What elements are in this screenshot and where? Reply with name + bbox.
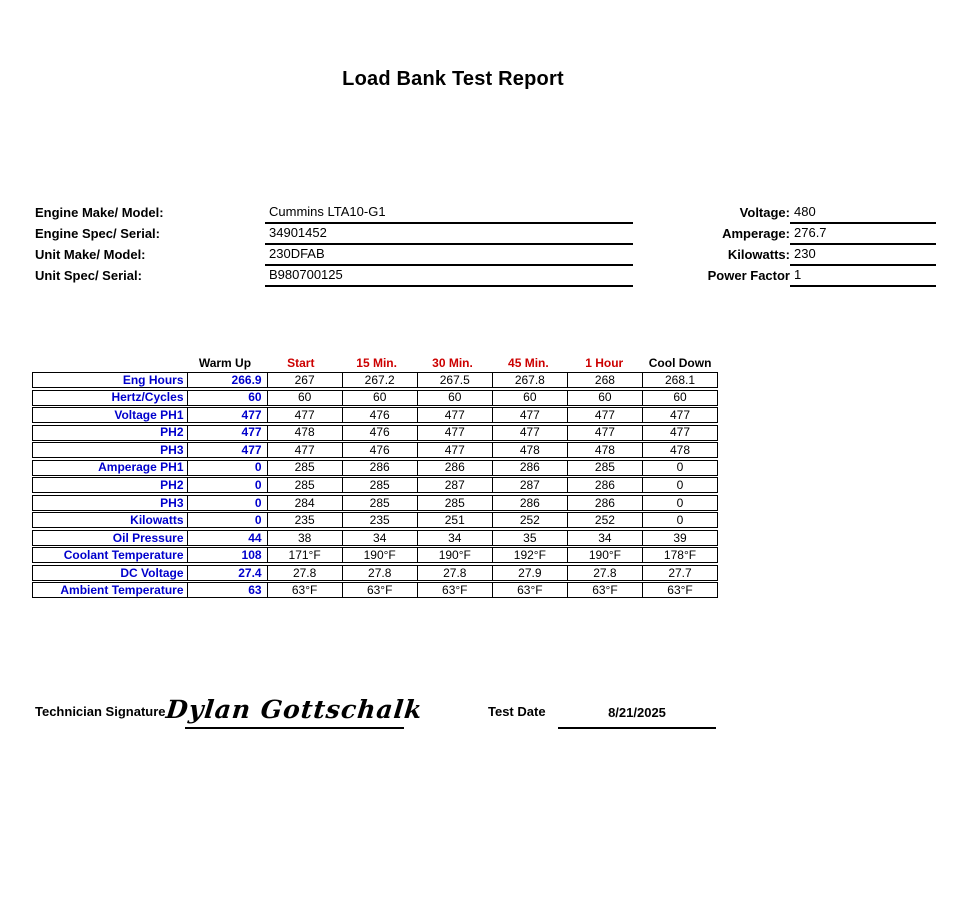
readings-table-header	[32, 355, 718, 372]
row-label: Kilowatts	[130, 513, 184, 528]
table-cell: 477	[417, 443, 492, 457]
table-row	[32, 460, 718, 476]
table-cell: 267	[267, 373, 342, 387]
technician-signature-value: Dylan Gottschalk	[164, 695, 425, 724]
table-cell: 63	[187, 583, 267, 597]
table-cell: 44	[187, 531, 267, 545]
table-cell: 267.2	[342, 373, 417, 387]
table-cell: 477	[187, 426, 267, 440]
field-label: Voltage:	[739, 205, 790, 220]
table-cell: 252	[492, 513, 567, 527]
engine-unit-info-block	[35, 203, 633, 287]
row-label: PH3	[160, 443, 184, 457]
column-header: 30 Min.	[432, 356, 473, 370]
table-row	[32, 547, 718, 563]
table-cell: 27.9	[492, 566, 567, 580]
field-label: Engine Make/ Model:	[35, 205, 164, 220]
table-cell: 285	[417, 496, 492, 510]
table-cell: 63°F	[417, 583, 492, 597]
table-cell: 286	[342, 461, 417, 475]
table-cell: 284	[267, 496, 342, 510]
table-cell: 0	[187, 513, 267, 527]
table-cell: 60	[567, 391, 642, 405]
field-label: Unit Spec/ Serial:	[35, 268, 142, 283]
table-cell: 0	[642, 461, 717, 475]
row-label: DC Voltage	[120, 565, 184, 580]
table-cell: 286	[492, 461, 567, 475]
table-cell: 477	[642, 426, 717, 440]
table-cell: 35	[492, 531, 567, 545]
table-cell: 286	[567, 496, 642, 510]
table-row	[32, 477, 718, 493]
table-cell: 477	[267, 443, 342, 457]
table-cell: 34	[342, 531, 417, 545]
table-cell: 478	[492, 443, 567, 457]
row-label: PH3	[160, 495, 184, 510]
technician-signature-label: Technician Signature	[35, 704, 166, 719]
column-header: Start	[287, 356, 315, 370]
table-cell: 235	[342, 513, 417, 527]
row-label: Hertz/Cycles	[111, 390, 184, 405]
table-cell: 476	[342, 426, 417, 440]
row-label: Ambient Temperature	[60, 583, 184, 598]
table-row	[32, 407, 718, 423]
table-row	[32, 582, 718, 598]
test-date-label: Test Date	[488, 704, 546, 719]
table-cell: 285	[267, 461, 342, 475]
signature-line	[164, 686, 425, 729]
table-cell: 60	[267, 391, 342, 405]
row-label: Eng Hours	[122, 373, 184, 387]
table-cell: 63°F	[267, 583, 342, 597]
table-cell: 252	[567, 513, 642, 527]
row-label: Amperage PH1	[98, 460, 184, 475]
table-cell: 39	[642, 531, 717, 545]
info-field-row	[35, 224, 633, 245]
table-cell: 266.9	[187, 373, 267, 387]
row-label: Voltage PH1	[114, 408, 184, 422]
table-cell: 27.8	[267, 566, 342, 580]
column-header: 45 Min.	[508, 356, 549, 370]
field-value: Cummins LTA10-G1	[265, 203, 633, 224]
table-cell: 27.8	[342, 566, 417, 580]
table-cell: 477	[417, 408, 492, 422]
table-cell: 285	[342, 478, 417, 492]
table-cell: 60	[342, 391, 417, 405]
table-cell: 477	[492, 408, 567, 422]
field-value: 276.7	[790, 224, 936, 245]
table-cell: 478	[267, 426, 342, 440]
field-value: 34901452	[265, 224, 633, 245]
table-cell: 63°F	[492, 583, 567, 597]
table-row	[32, 425, 718, 441]
field-label: Amperage:	[722, 226, 790, 241]
table-cell: 477	[417, 426, 492, 440]
table-cell: 477	[642, 408, 717, 422]
table-cell: 285	[342, 496, 417, 510]
table-cell: 60	[642, 391, 717, 405]
table-cell: 0	[187, 461, 267, 475]
readings-table	[32, 372, 718, 598]
table-row	[32, 565, 718, 581]
table-cell: 285	[267, 478, 342, 492]
row-label: PH2	[160, 478, 184, 492]
field-value: B980700125	[265, 266, 633, 287]
info-field-row	[660, 203, 936, 224]
column-header: Cool Down	[648, 356, 712, 370]
table-cell: 190°F	[567, 548, 642, 562]
test-date-line	[558, 686, 716, 729]
table-cell: 477	[187, 443, 267, 457]
row-label: Coolant Temperature	[63, 548, 184, 563]
table-cell: 476	[342, 408, 417, 422]
table-row	[32, 495, 718, 511]
table-cell: 63°F	[642, 583, 717, 597]
field-value: 230DFAB	[265, 245, 633, 266]
table-cell: 27.8	[417, 566, 492, 580]
table-cell: 286	[417, 461, 492, 475]
table-cell: 60	[417, 391, 492, 405]
table-cell: 251	[417, 513, 492, 527]
table-row	[32, 390, 718, 406]
field-value: 480	[790, 203, 936, 224]
table-cell: 178°F	[642, 548, 717, 562]
field-label: Power Factor	[707, 268, 790, 283]
table-cell: 268	[567, 373, 642, 387]
table-cell: 477	[267, 408, 342, 422]
table-cell: 267.5	[417, 373, 492, 387]
header-spacer-cell	[32, 355, 187, 372]
table-cell: 478	[642, 443, 717, 457]
table-cell: 477	[492, 426, 567, 440]
table-cell: 268.1	[642, 373, 717, 387]
electrical-info-block	[660, 203, 936, 287]
table-cell: 192°F	[492, 548, 567, 562]
table-cell: 34	[567, 531, 642, 545]
field-label: Unit Make/ Model:	[35, 247, 146, 262]
table-cell: 267.8	[492, 373, 567, 387]
table-cell: 27.7	[642, 566, 717, 580]
info-field-row	[35, 245, 633, 266]
field-value: 1	[790, 266, 936, 287]
table-cell: 287	[492, 478, 567, 492]
info-field-row	[660, 224, 936, 245]
field-label: Engine Spec/ Serial:	[35, 226, 160, 241]
table-row	[32, 512, 718, 528]
row-label: Oil Pressure	[112, 530, 184, 545]
column-header: 15 Min.	[356, 356, 397, 370]
table-cell: 190°F	[342, 548, 417, 562]
table-row	[32, 372, 718, 388]
row-label: PH2	[160, 425, 184, 440]
table-cell: 235	[267, 513, 342, 527]
table-cell: 190°F	[417, 548, 492, 562]
table-cell: 63°F	[567, 583, 642, 597]
table-cell: 477	[567, 426, 642, 440]
info-field-row	[660, 266, 936, 287]
table-cell: 0	[642, 496, 717, 510]
field-value: 230	[790, 245, 936, 266]
info-field-row	[35, 203, 633, 224]
table-cell: 63°F	[342, 583, 417, 597]
table-cell: 38	[267, 531, 342, 545]
column-header: 1 Hour	[585, 356, 624, 370]
info-field-row	[35, 266, 633, 287]
table-cell: 287	[417, 478, 492, 492]
table-cell: 477	[187, 408, 267, 422]
info-field-row	[660, 245, 936, 266]
table-cell: 0	[187, 478, 267, 492]
table-cell: 27.4	[187, 566, 267, 580]
table-row	[32, 442, 718, 458]
table-cell: 0	[187, 496, 267, 510]
table-cell: 0	[642, 478, 717, 492]
table-cell: 0	[642, 513, 717, 527]
table-cell: 171°F	[267, 548, 342, 562]
table-cell: 34	[417, 531, 492, 545]
table-cell: 60	[187, 391, 267, 405]
column-header: Warm Up	[198, 356, 252, 370]
table-cell: 286	[567, 478, 642, 492]
table-cell: 477	[567, 408, 642, 422]
table-cell: 27.8	[567, 566, 642, 580]
table-cell: 286	[492, 496, 567, 510]
table-cell: 108	[187, 548, 267, 562]
field-label: Kilowatts:	[727, 247, 790, 262]
table-cell: 60	[492, 391, 567, 405]
table-cell: 476	[342, 443, 417, 457]
page-title: Load Bank Test Report	[342, 68, 564, 90]
table-cell: 478	[567, 443, 642, 457]
table-row	[32, 530, 718, 546]
table-cell: 285	[567, 461, 642, 475]
test-date-value: 8/21/2025	[608, 705, 666, 720]
